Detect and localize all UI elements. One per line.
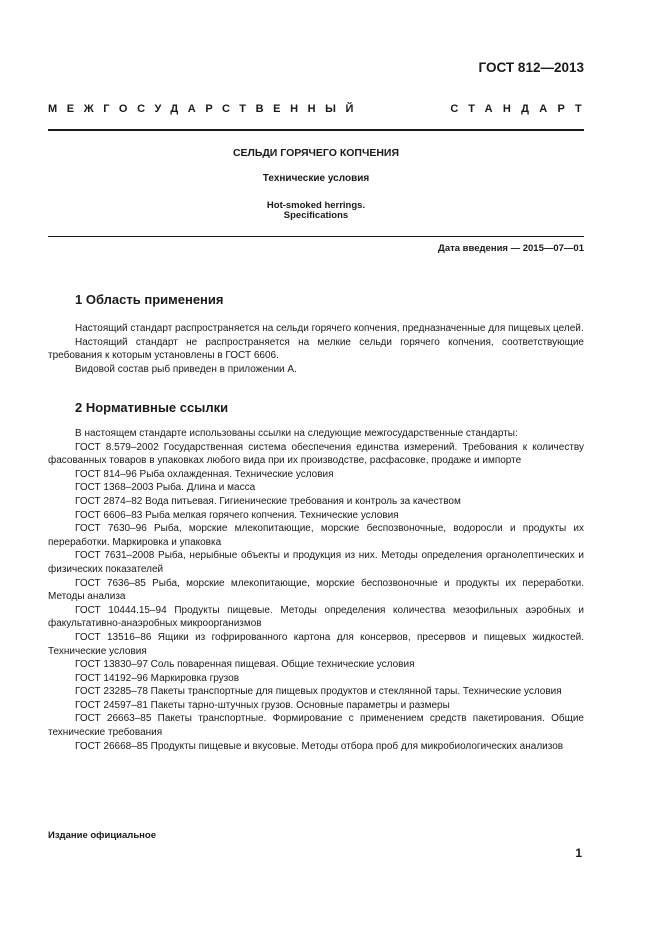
official-edition-label: Издание официальное bbox=[48, 830, 156, 841]
scope-text bbox=[48, 322, 584, 376]
paragraph: Настоящий стандарт не распространяется на мелкие сельди горячего копчения, соответствующие требования к которым установлены в ГОСТ 6606. bbox=[48, 336, 584, 362]
reference-item: ГОСТ 13830–97 Соль поваренная пищевая. Общие технические условия bbox=[75, 659, 415, 671]
reference-item: ГОСТ 1368–2003 Рыба. Длина и масса bbox=[75, 482, 256, 494]
reference-item: ГОСТ 7636–85 Рыба, морские млекопитающие, морские беспозвоночные и продукты их переработки. Методы анализа bbox=[48, 577, 584, 603]
gost-number: ГОСТ 812—2013 bbox=[478, 60, 584, 75]
header-rule bbox=[48, 129, 584, 131]
paragraph: Видовой состав рыб приведен в приложении А. bbox=[75, 363, 297, 375]
english-subtitle: Specifications bbox=[283, 210, 349, 221]
reference-item: ГОСТ 7631–2008 Рыба, нерыбные объекты и продукция из них. Методы определения органолептических и физических показателей bbox=[48, 550, 584, 575]
document-subtitle: Технические условия bbox=[262, 173, 370, 184]
reference-item: ГОСТ 26663–85 Пакеты транспортные. Формирование с применением средств пакетирования. Общие технические требования bbox=[48, 713, 584, 739]
reference-item: ГОСТ 8.579–2002 Государственная система обеспечения единства измерений. Требования к количеству фасованных товаров в упаковках любого вида при их производстве, расфасовке, продаже и импорте bbox=[48, 441, 584, 467]
document-title: СЕЛЬДИ ГОРЯЧЕГО КОПЧЕНИЯ bbox=[232, 147, 400, 159]
reference-item: ГОСТ 23285–78 Пакеты транспортные для пищевых продуктов и стеклянной тары. Технические условия bbox=[75, 686, 562, 698]
title-rule bbox=[48, 236, 584, 237]
reference-item: ГОСТ 26668–85 Продукты пищевые и вкусовые. Методы отбора проб для микробиологических анализов bbox=[75, 740, 564, 752]
reference-item: ГОСТ 24597–81 Пакеты тарно-штучных грузов. Основные параметры и размеры bbox=[75, 699, 450, 711]
section-heading-references: 2 Нормативные ссылки bbox=[75, 400, 229, 415]
reference-item: ГОСТ 814–96 Рыба охлажденная. Технические условия bbox=[75, 468, 334, 480]
introduction-date: Дата введения — 2015—07—01 bbox=[438, 243, 584, 254]
references-intro: В настоящем стандарте использованы ссылки на следующие межгосударственные стандарты: bbox=[75, 428, 518, 439]
english-title: Hot-smoked herrings. bbox=[266, 200, 366, 211]
reference-item: ГОСТ 7630–96 Рыба, морские млекопитающие, морские беспозвоночные, водоросли и продукты их переработки. Маркировка и упаковка bbox=[48, 523, 584, 548]
paragraph: Настоящий стандарт распространяется на сельди горячего копчения, предназначенные для пищевых целей. bbox=[75, 323, 584, 334]
page-number: 1 bbox=[575, 846, 582, 860]
references-list bbox=[48, 427, 584, 753]
reference-item: ГОСТ 10444.15–94 Продукты пищевые. Методы определения количества мезофильных аэробных и факультативно-анаэробных микроорганизмов bbox=[48, 604, 584, 630]
section-heading-scope: 1 Область применения bbox=[75, 292, 224, 307]
standard-label: СТАНДАРТ bbox=[450, 103, 592, 115]
reference-item: ГОСТ 2874–82 Вода питьевая. Гигиенические требования и контроль за качеством bbox=[75, 495, 461, 507]
reference-item: ГОСТ 13516–86 Ящики из гофрированного картона для консервов, пресервов и пищевых жидкостей. Технические условия bbox=[48, 631, 584, 657]
reference-item: ГОСТ 6606–83 Рыба мелкая горячего копчения. Технические условия bbox=[75, 509, 399, 521]
reference-item: ГОСТ 14192–96 Маркировка грузов bbox=[75, 672, 240, 684]
interstate-label: МЕЖГОСУДАРСТВЕННЫЙ bbox=[48, 103, 364, 115]
